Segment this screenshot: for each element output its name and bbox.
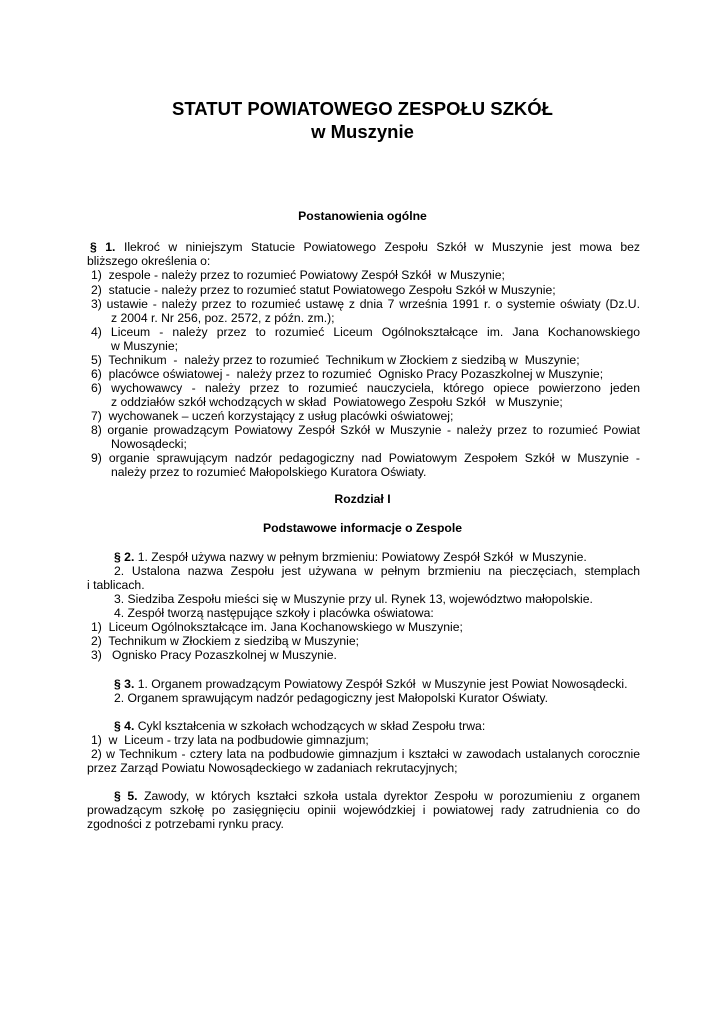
s2-mark: § 2.	[114, 550, 135, 564]
s1-def-4: 4) Liceum - należy przez to rozumieć Liceum Ogólnokształcące im. Jana Kochanowskiego	[91, 325, 640, 339]
s1-def-7: 6) wychowawcy - należy przez to rozumieć nauczyciela, którego opiece powierzono jeden	[91, 381, 640, 395]
s1-def-1: 1) zespole - należy przez to rozumieć Powiatowy Zespół Szkół w Muszynie;	[91, 268, 505, 282]
s2-para-1: § 2. 1. Zespół używa nazwy w pełnym brzmieniu: Powiatowy Zespół Szkół w Muszynie.	[114, 550, 587, 564]
s5-line-2: prowadzącym szkołę po zasięgnięciu opinii wojewódzkiej i powiatowej rady zatrudnienia co do	[87, 803, 640, 817]
s4-intro: § 4. Cykl kształcenia w szkołach wchodzących w skład Zespołu trwa:	[114, 719, 486, 733]
s1-def-3-cont: z 2004 r. Nr 256, poz. 2572, z późn. zm.);	[111, 311, 335, 325]
s3-para-2: 2. Organem sprawującym nadzór pedagogiczny jest Małopolski Kurator Oświaty.	[114, 691, 548, 705]
s2-para-2-cont: i tablicach.	[87, 578, 145, 592]
s2-para-3: 3. Siedziba Zespołu mieści się w Muszynie przy ul. Rynek 13, województwo małopolskie.	[114, 592, 593, 606]
s5-line-1: § 5. Zawody, w których kształci szkoła ustala dyrektor Zespołu w porozumieniu z organem	[114, 789, 640, 803]
s1-def-9-cont: Nowosądecki;	[111, 437, 187, 451]
s1-def-2: 2) statucie - należy przez to rozumieć statut Powiatowego Zespołu Szkół w Muszynie;	[91, 283, 556, 297]
heading-general-provisions: Postanowienia ogólne	[298, 209, 427, 223]
s1-def-10: 9) organie sprawującym nadzór pedagogiczny nad Powiatowym Zespołem Szkół w Muszynie -	[91, 451, 640, 465]
s1-intro-cont: bliższego określenia o:	[87, 254, 211, 268]
s4-item-1: 1) w Liceum - trzy lata na podbudowie gimnazjum;	[91, 733, 369, 747]
s4-mark: § 4.	[114, 719, 135, 733]
s1-mark: § 1.	[90, 240, 116, 254]
s1-def-6: 6) placówce oświatowej - należy przez to rozumieć Ognisko Pracy Pozaszkolnej w Muszynie;	[91, 367, 604, 381]
s4-item-2-cont: przez Zarząd Powiatu Nowosądeckiego w zadaniach rekrutacyjnych;	[87, 761, 458, 775]
s2-para-2: 2. Ustalona nazwa Zespołu jest używana w pełnym brzmieniu na pieczęciach, stemplach	[114, 564, 640, 578]
s1-def-3: 3) ustawie - należy przez to rozumieć ustawę z dnia 7 września 1991 r. o systemie oświaty (Dz.U.	[91, 297, 640, 311]
s5-line-3: zgodności z potrzebami rynku pracy.	[87, 817, 284, 831]
s1-intro: § 1. Ilekroć w niniejszym Statucie Powiatowego Zespołu Szkół w Muszynie jest mowa bez	[90, 240, 640, 254]
heading-chapter-1: Rozdział I	[334, 492, 391, 506]
s3-para-1: § 3. 1. Organem prowadzącym Powiatowy Zespół Szkół w Muszynie jest Powiat Nowosądecki.	[114, 677, 628, 691]
s1-def-5: 5) Technikum - należy przez to rozumieć Technikum w Złockiem z siedzibą w Muszynie;	[91, 353, 580, 367]
s3-mark: § 3.	[114, 677, 135, 691]
s2-item-3: 3) Ognisko Pracy Pozaszkolnej w Muszynie.	[91, 648, 337, 662]
document-title-line2: w Muszynie	[311, 121, 414, 142]
s2-para-4: 4. Zespół tworzą następujące szkoły i placówka oświatowa:	[114, 606, 434, 620]
s4-item-2: 2) w Technikum - cztery lata na podbudowie gimnazjum i kształci w zawodach ustalanych corocznie	[91, 747, 640, 761]
heading-basic-info: Podstawowe informacje o Zespole	[262, 521, 463, 535]
document-title-line1: STATUT POWIATOWEGO ZESPOŁU SZKÓŁ	[172, 98, 553, 119]
s5-mark: § 5.	[114, 789, 138, 803]
s1-def-9: 8) organie prowadzącym Powiatowy Zespół Szkół w Muszynie - należy przez to rozumieć Powiat	[91, 423, 640, 437]
s1-def-8: 7) wychowanek – uczeń korzystający z usług placówki oświatowej;	[91, 409, 454, 423]
s1-def-7-cont: z oddziałów szkół wchodzących w skład Powiatowego Zespołu Szkół w Muszynie;	[111, 395, 563, 409]
s1-def-10-cont: należy przez to rozumieć Małopolskiego Kuratora Oświaty.	[111, 465, 427, 479]
s2-item-2: 2) Technikum w Złockiem z siedzibą w Muszynie;	[91, 634, 359, 648]
s1-def-4-cont: w Muszynie;	[111, 339, 179, 353]
s2-item-1: 1) Liceum Ogólnokształcące im. Jana Kochanowskiego w Muszynie;	[91, 620, 463, 634]
